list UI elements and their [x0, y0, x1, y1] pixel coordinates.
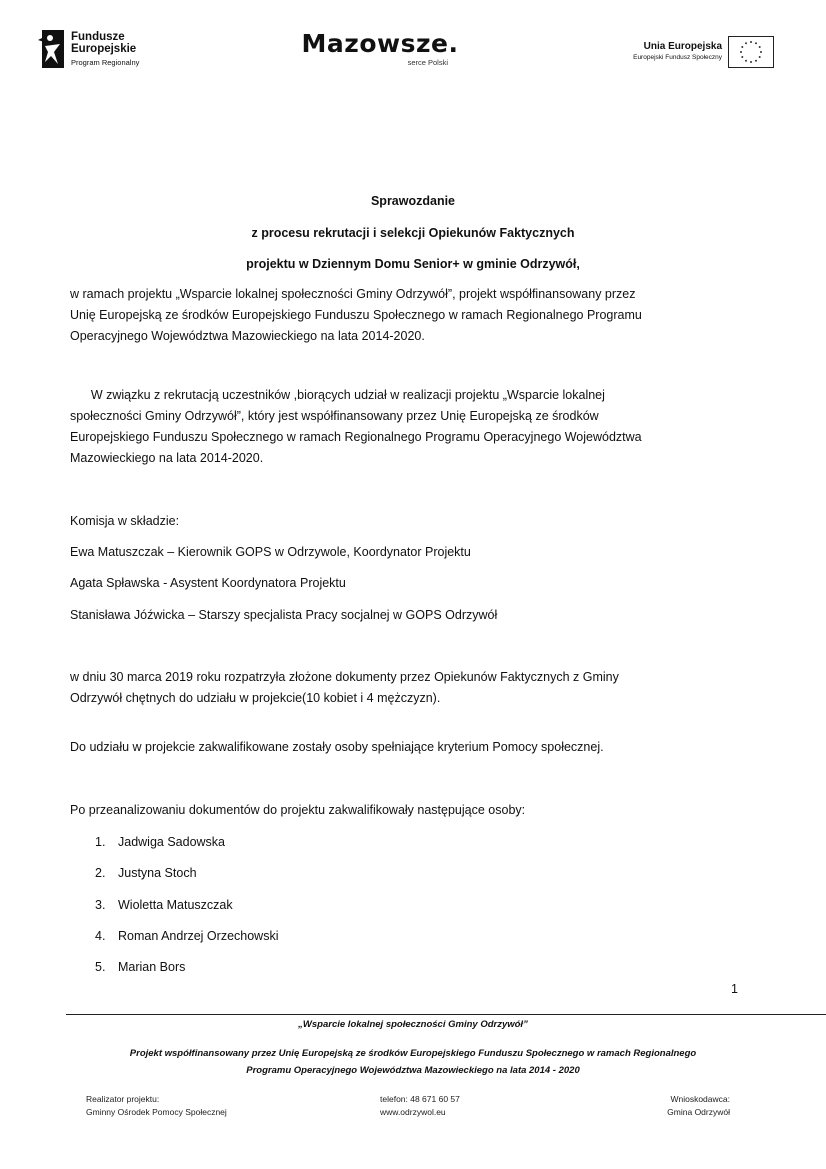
document-subtitle-2: projektu w Dziennym Domu Senior+ w gminie Odrzywół, — [246, 257, 580, 271]
unia-europejska-logo — [610, 36, 774, 70]
list-item-number: 2. — [95, 866, 106, 880]
footer-cofinance-note — [60, 1045, 766, 1079]
footer-applicant-label: Wnioskodawca: — [670, 1094, 730, 1104]
page-number: 1 — [731, 982, 738, 996]
list-item-name: Justyna Stoch — [118, 866, 197, 880]
footer-realizator-name: Gminny Ośrodek Pomocy Społecznej — [86, 1107, 227, 1117]
list-item-name: Jadwiga Sadowska — [118, 835, 226, 849]
footer-realizator — [86, 1093, 227, 1119]
fe-logo-line1: Fundusze — [71, 31, 125, 43]
document-subtitle-1: z procesu rekrutacji i selekcji Opiekunów Faktycznych — [251, 226, 575, 240]
document-title: Sprawozdanie — [370, 194, 456, 208]
list-item-number: 3. — [95, 898, 106, 912]
eu-flag-icon — [728, 36, 774, 68]
fundusze-europejskie-logo — [38, 28, 178, 74]
footer-cofinance-line-2: Programu Operacyjnego Województwa Mazowieckiego na lata 2014 - 2020 — [246, 1065, 580, 1076]
intro-line-1: w ramach projektu „Wsparcie lokalnej społeczności Gminy Odrzywół”, projekt współfinansowany przez — [70, 287, 636, 301]
intro-line-3: Operacyjnego Województwa Mazowieckiego na lata 2014-2020. — [70, 329, 425, 343]
footer-website: www.odrzywol.eu — [380, 1107, 446, 1117]
eu-logo-line2: Europejski Fundusz Społeczny — [633, 54, 722, 61]
list-item-name: Marian Bors — [118, 960, 186, 974]
footer-divider — [66, 1014, 826, 1015]
meeting-line-2: Odrzywół chętnych do udziału w projekcie(10 kobiet i 4 mężczyzn). — [70, 691, 441, 705]
mazowsze-logo — [300, 30, 460, 72]
meeting-line-1: w dniu 30 marca 2019 roku rozpatrzyła złożone dokumenty przez Opiekunów Faktycznych z Gminy — [70, 670, 619, 684]
list-item-number: 1. — [95, 835, 106, 849]
footer-project-title: „Wsparcie lokalnej społeczności Gminy Odrzywół” — [298, 1019, 528, 1030]
list-item — [95, 929, 278, 943]
fe-logo-line2: Europejskie — [71, 43, 137, 55]
context-line-4: Mazowieckiego na lata 2014-2020. — [70, 451, 264, 465]
commission-member: Ewa Matuszczak – Kierownik GOPS w Odrzywole, Koordynator Projektu — [70, 545, 471, 559]
context-line-1: W związku z rekrutacją uczestników ,biorących udział w realizacji projektu „Wsparcie lokalnej — [70, 388, 605, 402]
footer-contact — [380, 1093, 460, 1119]
intro-line-2: Unię Europejską ze środków Europejskiego Funduszu Społecznego w ramach Regionalnego Programu — [70, 308, 642, 322]
context-line-2: społeczności Gminy Odrzywół”, który jest współfinansowany przez Unię Europejską ze środków — [70, 409, 599, 423]
list-item — [95, 898, 233, 912]
context-line-3: Europejskiego Funduszu Społecznego w ramach Regionalnego Programu Operacyjnego Województwa — [70, 430, 642, 444]
qualification-statement: Do udziału w projekcie zakwalifikowane zostały osoby spełniające kryterium Pomocy społecznej. — [70, 740, 604, 754]
mazowsze-wordmark: Mazowsze. — [301, 29, 459, 58]
commission-member: Stanisława Jóźwicka – Starszy specjalista Pracy socjalnej w GOPS Odrzywół — [70, 608, 498, 622]
list-item — [95, 835, 225, 849]
footer-applicant-name: Gmina Odrzywół — [667, 1107, 730, 1117]
footer-phone: telefon: 48 671 60 57 — [380, 1094, 460, 1104]
participants-intro: Po przeanalizowaniu dokumentów do projektu zakwalifikowały następujące osoby: — [70, 803, 526, 817]
fe-logo-line3: Program Regionalny — [71, 58, 140, 67]
list-item-number: 4. — [95, 929, 106, 943]
list-item — [95, 960, 185, 974]
footer-cofinance-line-1: Projekt współfinansowany przez Unię Europejską ze środków Europejskiego Funduszu Społecznego w ramach Regionalnego — [129, 1048, 697, 1059]
eu-logo-line1: Unia Europejska — [643, 41, 722, 52]
footer-applicant — [600, 1093, 730, 1119]
footer-realizator-label: Realizator projektu: — [86, 1094, 160, 1104]
list-item — [95, 866, 197, 880]
list-item-name: Wioletta Matuszczak — [118, 898, 233, 912]
list-item-name: Roman Andrzej Orzechowski — [118, 929, 279, 943]
commission-member: Agata Spławska - Asystent Koordynatora Projektu — [70, 576, 346, 590]
list-item-number: 5. — [95, 960, 106, 974]
fundusze-europejskie-emblem-icon — [38, 28, 66, 72]
mazowsze-tagline: serce Polski — [407, 58, 448, 67]
commission-heading: Komisja w składzie: — [70, 514, 180, 528]
